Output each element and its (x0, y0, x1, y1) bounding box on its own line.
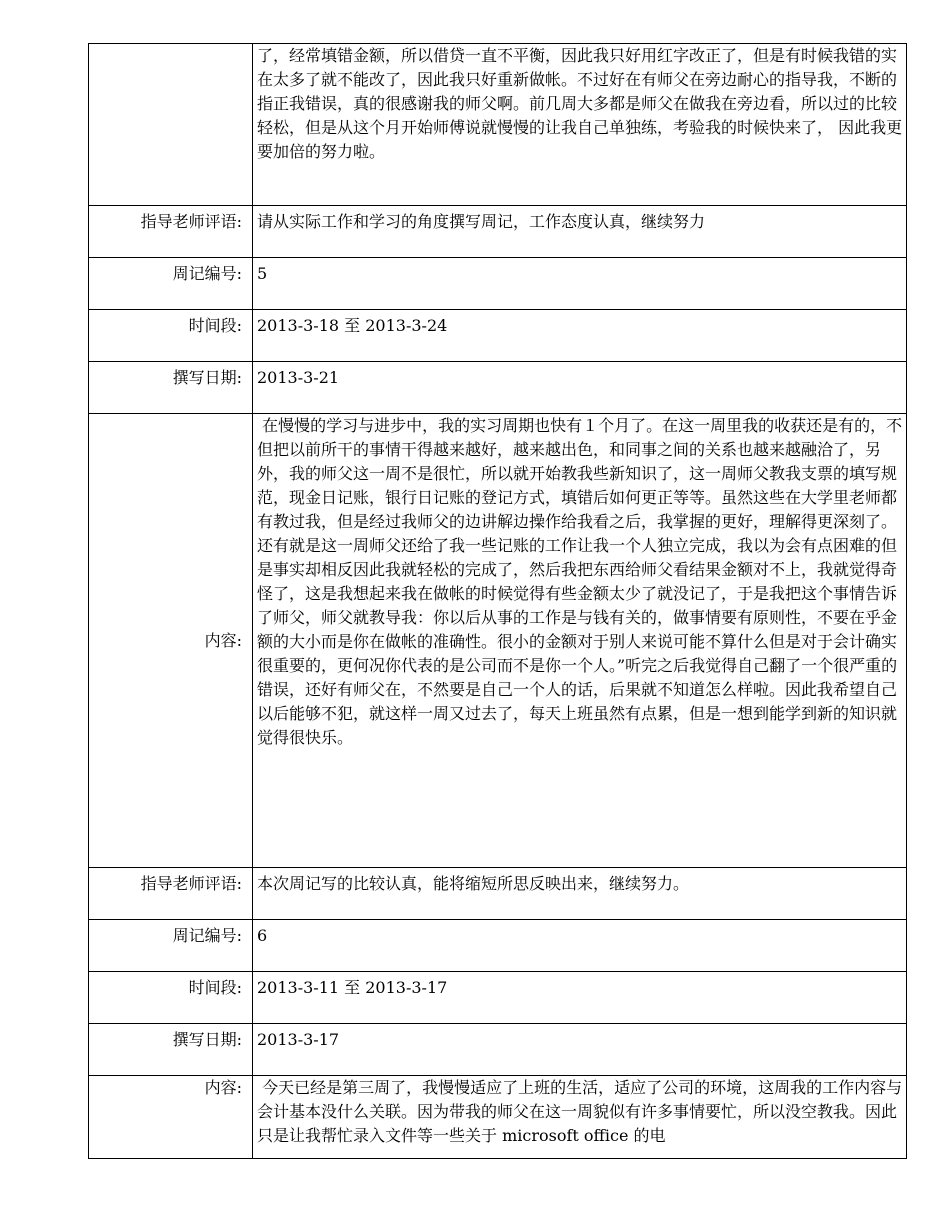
journal-number-cell (253, 920, 907, 972)
journal-number-row (89, 258, 907, 310)
content-text: 今天已经是第三周了，我慢慢适应了上班的生活，适应了公司的环境，这周我的工作内容与会计基本没什么关联。因为带我的师父在这一周貌似有许多事情要忙，所以没空教我。因此只是让我帮忙录入文件等一些关于 microsoft office 的电 (257, 1078, 903, 1145)
journal-number-row (89, 920, 907, 972)
write-date-row (89, 362, 907, 414)
write-date: 2013-3-21 (257, 368, 340, 387)
write-date: 2013-3-17 (257, 1030, 340, 1049)
period-row (89, 972, 907, 1024)
period-text: 2013-3-18 至 2013-3-24 (257, 316, 448, 335)
comment-cell (253, 868, 907, 920)
content-cell (253, 1076, 907, 1159)
row-label: 指导老师评语: (89, 868, 253, 920)
comment-row (89, 206, 907, 258)
row-label: 周记编号: (89, 258, 253, 310)
comment-text: 请从实际工作和学习的角度撰写周记，工作态度认真，继续努力 (257, 212, 706, 231)
journal-number: 6 (257, 926, 268, 945)
comment-cell (253, 206, 907, 258)
weekly-log-table (88, 43, 907, 1159)
write-date-cell (253, 1024, 907, 1076)
content-row (89, 44, 907, 206)
content-cell (253, 414, 907, 868)
row-label: 时间段: (89, 310, 253, 362)
write-date-cell (253, 362, 907, 414)
row-label: 撰写日期: (89, 362, 253, 414)
row-label: 撰写日期: (89, 1024, 253, 1076)
content-cell (253, 44, 907, 206)
row-label: 指导老师评语: (89, 206, 253, 258)
content-row (89, 1076, 907, 1159)
period-cell (253, 972, 907, 1024)
journal-number: 5 (257, 264, 268, 283)
period-cell (253, 310, 907, 362)
comment-row (89, 868, 907, 920)
row-label: 周记编号: (89, 920, 253, 972)
content-text: 了，经常填错金额，所以借贷一直不平衡，因此我只好用红字改正了，但是有时候我错的实在太多了就不能改了，因此我只好重新做帐。不过好在有师父在旁边耐心的指导我，不断的指正我错误，真的很感谢我的师父啊。前几周大多都是师父在做我在旁边看，所以过的比较轻松，但是从这个月开始师傅说就慢慢的让我自己单独练，考验我的时候快来了， 因此我更要加倍的努力啦。 (257, 46, 903, 161)
content-row (89, 414, 907, 868)
comment-text: 本次周记写的比较认真，能将缩短所思反映出来，继续努力。 (257, 874, 690, 893)
period-text: 2013-3-11 至 2013-3-17 (257, 978, 448, 997)
row-label (89, 44, 253, 206)
row-label: 内容: (89, 1076, 253, 1159)
row-label: 时间段: (89, 972, 253, 1024)
write-date-row (89, 1024, 907, 1076)
row-label: 内容: (89, 414, 253, 868)
journal-number-cell (253, 258, 907, 310)
period-row (89, 310, 907, 362)
content-text: 在慢慢的学习与进步中，我的实习周期也快有１个月了。在这一周里我的收获还是有的，不但把以前所干的事情干得越来越好，越来越出色，和同事之间的关系也越来越融洽了，另外，我的师父这一周不是很忙，所以就开始教我些新知识了，这一周师父教我支票的填写规范，现金日记账，银行日记账的登记方式，填错后如何更正等等。虽然这些在大学里老师都有教过我，但是经过我师父的边讲解边操作给我看之后，我掌握的更好，理解得更深刻了。还有就是这一周师父还给了我一些记账的工作让我一个人独立完成，我以为会有点困难的但是事实却相反因此我就轻松的完成了，然后我把东西给师父看结果金额对不上，我就觉得奇怪了，这是我想起来我在做帐的时候觉得有些金额太少了就没记了，于是我把这个事情告诉了师父，师父就教导我：你以后从事的工作是与钱有关的，做事情要有原则性，不要在乎金额的大小而是你在做帐的准确性。很小的金额对于别人来说可能不算什么但是对于会计确实很重要的，更何况你代表的是公司而不是你一个人。”听完之后我觉得自己翻了一个很严重的错误，还好有师父在，不然要是自己一个人的话，后果就不知道怎么样啦。因此我希望自己以后能够不犯，就这样一周又过去了，每天上班虽然有点累，但是一想到能学到新的知识就觉得很快乐。 (257, 416, 903, 747)
